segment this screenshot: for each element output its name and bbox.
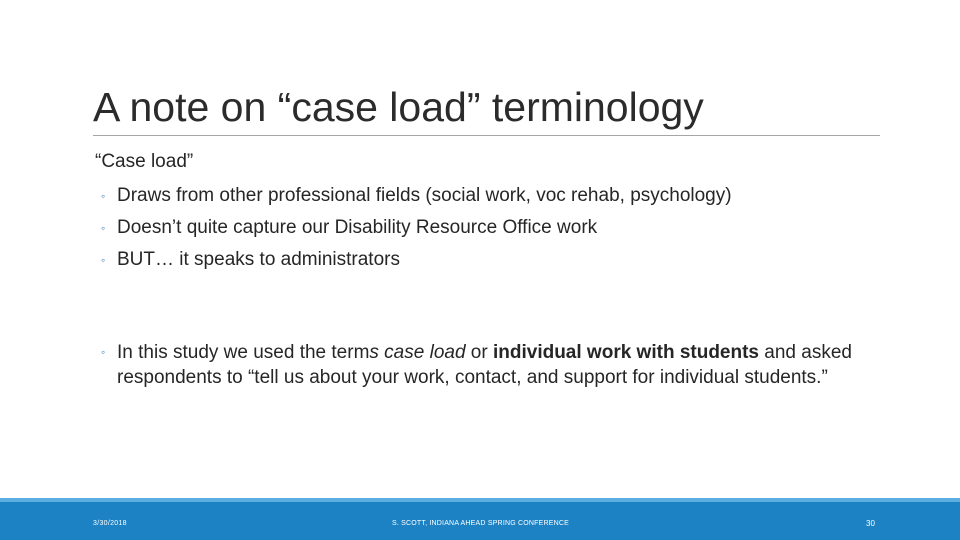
study-note-italic-term: s case load	[369, 342, 466, 363]
bullet-circle-icon: ◦	[101, 221, 106, 235]
footer-presenter: S. SCOTT, INDIANA AHEAD SPRING CONFERENCE	[392, 520, 570, 527]
list-item	[101, 212, 732, 244]
slide-number: 30	[866, 519, 875, 528]
list-item	[101, 244, 732, 276]
bullet-circle-icon: ◦	[101, 189, 106, 203]
bullet-circle-icon: ◦	[101, 253, 106, 267]
study-note-text: and asked respondents to “tell us about your work, contact, and support for individual students.”	[117, 342, 852, 388]
slide-title: A note on “case load” terminology	[93, 84, 704, 130]
study-note-text: or	[465, 342, 493, 363]
study-note-bold-term: individual work with students	[492, 342, 760, 363]
study-note-text: In this study we used the term	[117, 342, 370, 363]
bullet-text: BUT… it speaks to administrators	[117, 249, 400, 270]
footer-bar	[0, 498, 960, 540]
footer-date: 3/30/2018	[93, 520, 127, 527]
bullet-list	[101, 180, 732, 276]
bullet-circle-icon: ◦	[101, 345, 106, 359]
list-item	[101, 180, 732, 212]
section-heading: “Case load”	[95, 151, 194, 172]
study-note	[101, 340, 871, 390]
bullet-text: Doesn’t quite capture our Disability Resource Office work	[117, 217, 598, 238]
title-divider	[93, 135, 880, 136]
bullet-text: Draws from other professional fields (social work, voc rehab, psychology)	[117, 185, 732, 206]
